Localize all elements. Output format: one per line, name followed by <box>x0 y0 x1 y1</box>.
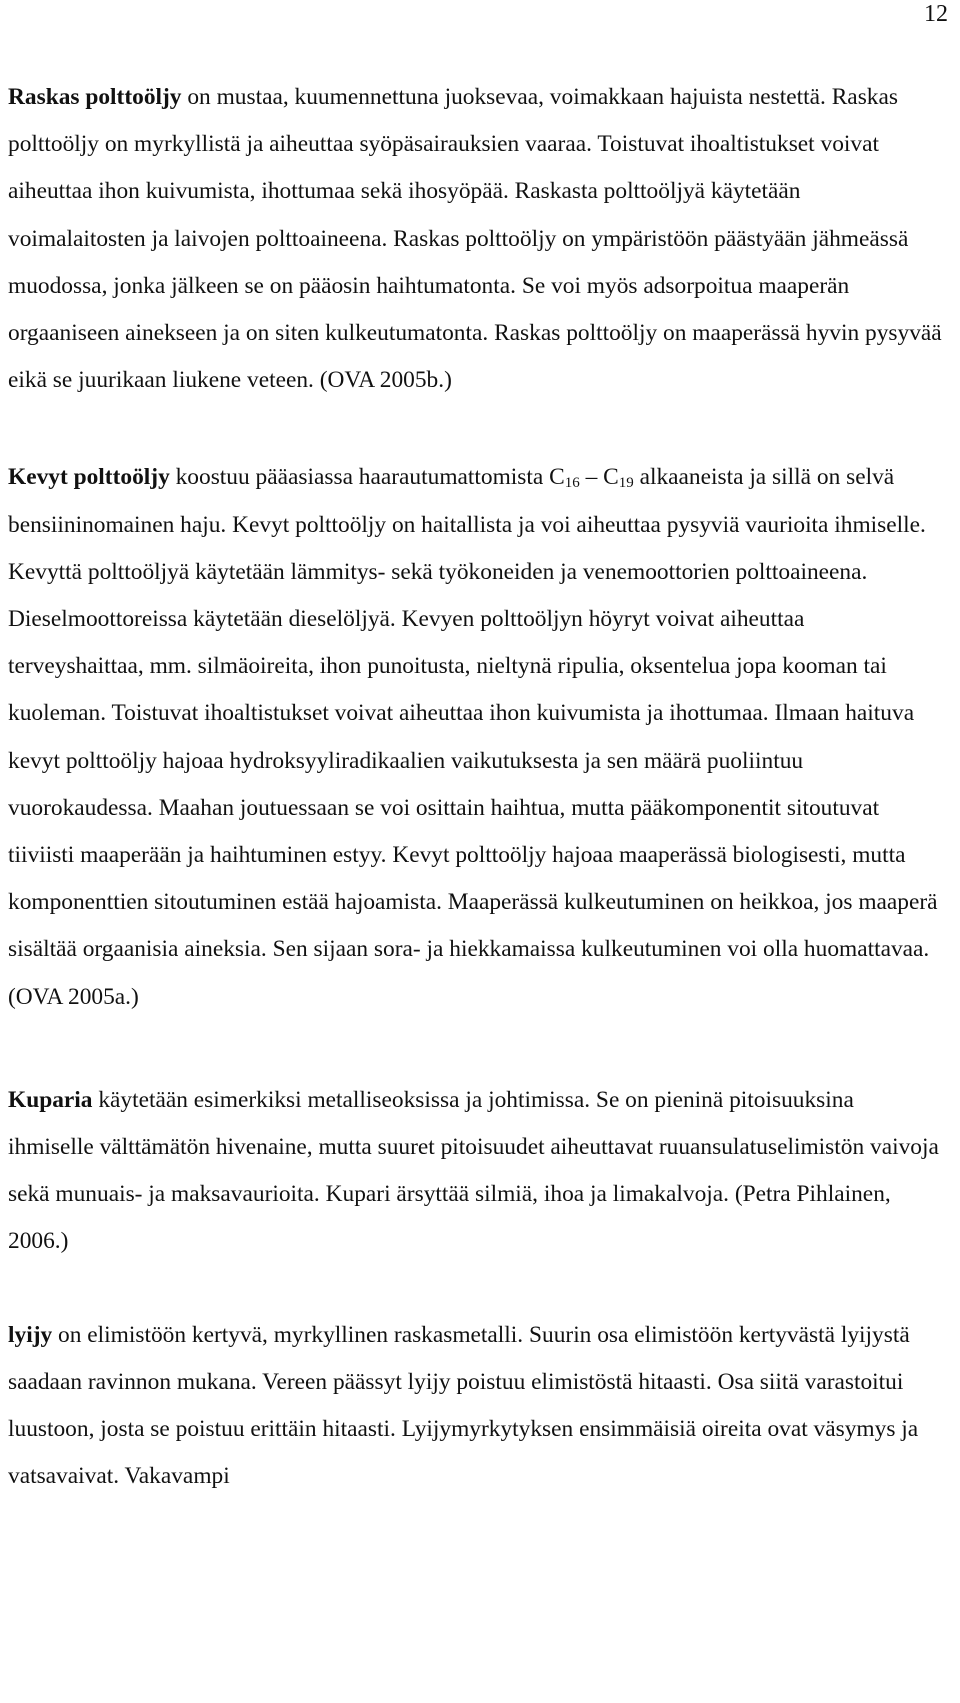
subscript-c16: 16 <box>564 475 580 492</box>
term-lead: lyijy <box>8 1321 53 1348</box>
paragraph-text: käytetään esimerkiksi metalliseoksissa ja johtimissa. Se on pieninä pitoisuuksina ihmiselle välttämätön hivenaine, mutta suuret pitoisuudet aiheuttavat ruuansulatuselimistön vaivoja sekä munuais- ja maksavaurioita. Kupari ärsyttää silmiä, ihoa ja limakalvoja. (Petra Pihlainen, 2006.) <box>8 1086 939 1255</box>
page-number: 12 <box>924 1 948 27</box>
term-copper: Kuparia <box>8 1086 93 1113</box>
paragraph-light-fuel-oil <box>8 454 944 1020</box>
paragraph-text: alkaaneista ja sillä on selvä bensiininomainen haju. Kevyt polttoöljy on haitallista ja voi aiheuttaa pysyviä vaurioita ihmiselle. Kevyttä polttoöljyä käytetään lämmitys- sekä työkoneiden ja venemoottorien polttoaineena. Dieselmoottoreissa käytetään dieselöljyä. Kevyen polttoöljyn höyryt voivat aiheuttaa terveyshaittaa, mm. silmäoireita, ihon punoitusta, nieltynä ripulia, oksentelua jopa kooman tai kuoleman. Toistuvat ihoaltistukset voivat aiheuttaa ihon kuivumista ja ihottumaa. Ilmaan haituva kevyt polttoöljy hajoaa hydroksyyliradikaalien vaikutuksesta ja sen määrä puoliintuu vuorokaudessa. Maahan joutuessaan se voi osittain haihtua, mutta pääkomponentit sitoutuvat tiiviisti maaperään ja haihtuminen estyy. Kevyt polttoöljy hajoaa maaperässä biologisesti, mutta komponenttien sitoutuminen estää hajoamista. Maaperässä kulkeutuminen on heikkoa, jos maaperä sisältää orgaanisia aineksia. Sen sijaan sora- ja hiekkamaissa kulkeutuminen voi olla huomattavaa. (OVA 2005a.) <box>8 464 938 1010</box>
paragraph-text: koostuu pääasiassa haarautumattomista C <box>169 464 565 491</box>
paragraph-lead <box>8 1312 944 1501</box>
subscript-c19: 19 <box>618 475 634 492</box>
document-body <box>8 74 944 1500</box>
term-heavy-fuel-oil: Raskas polttoöljy <box>8 84 182 110</box>
paragraph-text: on mustaa, kuumennettuna juoksevaa, voimakkaan hajuista nestettä. Raskas polttoöljy on myrkyllistä ja aiheuttaa syöpäsairauksien vaaraa. Toistuvat ihoaltistukset voivat aiheuttaa ihon kuivumista, ihottumaa sekä ihosyöpää. Raskasta polttoöljyä käytetään voimalaitosten ja laivojen polttoaineena. Raskas polttoöljy on ympäristöön päästyään jähmeässä muodossa, jonka jälkeen se on pääosin haihtumatonta. Se voi myös adsorpoitua maaperän orgaaniseen ainekseen ja on siten kulkeutumatonta. Raskas polttoöljy on maaperässä hyvin pysyvää eikä se juurikaan liukene veteen. (OVA 2005b.) <box>8 84 942 394</box>
paragraph-text: – C <box>579 464 619 491</box>
paragraph-text: on elimistöön kertyvä, myrkyllinen raskasmetalli. Suurin osa elimistöön kertyvästä lyijystä saadaan ravinnon mukana. Vereen päässyt lyijy poistuu elimistöstä hitaasti. Osa siitä varastoitui luustoon, josta se poistuu erittäin hitaasti. Lyijymyrkytyksen ensimmäisiä oireita ovat väsymys ja vatsavaivat. Vakavampi <box>8 1321 919 1490</box>
paragraph-copper <box>8 1077 944 1266</box>
paragraph-heavy-fuel-oil <box>8 74 944 404</box>
term-light-fuel-oil: Kevyt polttoöljy <box>8 464 170 491</box>
